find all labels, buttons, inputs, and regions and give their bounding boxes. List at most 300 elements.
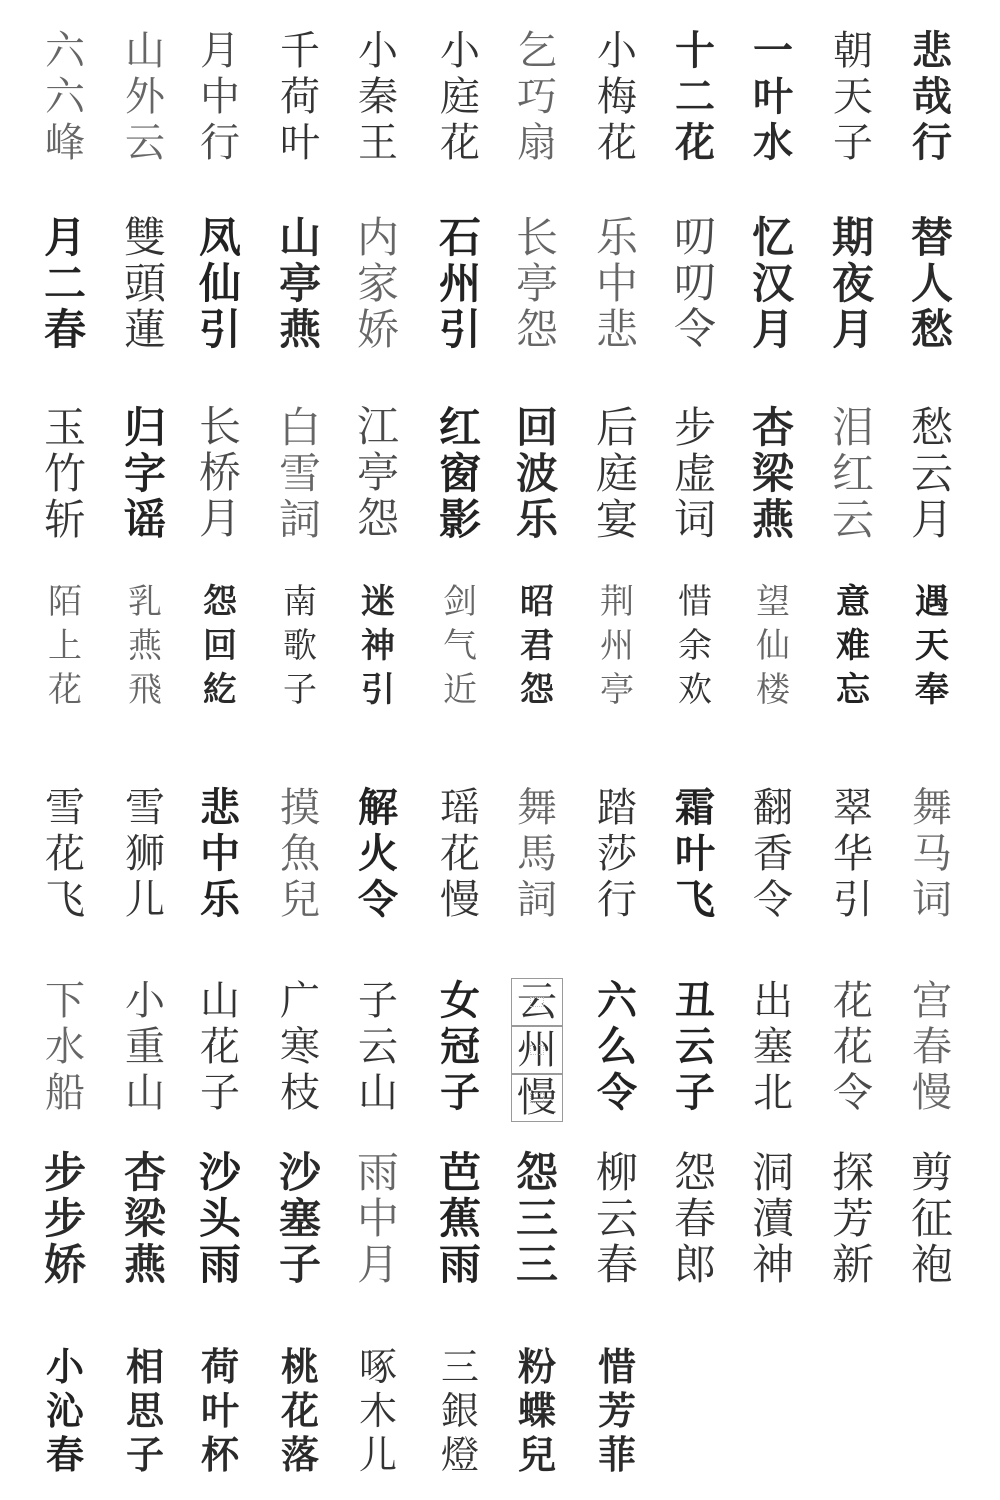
glyph: 芳 [831, 1194, 874, 1243]
glyph: 詞 [278, 496, 321, 543]
glyph: 词 [912, 878, 952, 922]
glyph: 窗 [438, 449, 481, 498]
glyph: 庭 [595, 449, 638, 498]
glyph: 花 [597, 120, 637, 166]
glyph: 迷 [361, 582, 395, 622]
glyph: 粉 [517, 1345, 556, 1389]
glyph: 荷 [200, 1345, 239, 1389]
glyph: 亭 [278, 259, 321, 308]
title-cell [432, 405, 488, 543]
glyph: 杏 [123, 1148, 166, 1197]
glyph: 女 [440, 977, 480, 1024]
glyph: 乳 [128, 583, 162, 621]
glyph: 行 [597, 877, 637, 923]
title-cell [272, 28, 328, 166]
glyph: 花 [675, 120, 715, 166]
title-cell [117, 1150, 173, 1288]
title-cell [192, 785, 248, 923]
title-cell [904, 580, 960, 712]
glyph: 雙 [123, 213, 166, 262]
glyph: 紇 [203, 670, 237, 710]
glyph: 芳 [597, 1389, 636, 1433]
glyph: 悲 [595, 306, 638, 353]
glyph: 春 [45, 1432, 84, 1477]
glyph: 火 [358, 830, 398, 877]
glyph: 山 [125, 1070, 165, 1115]
title-cell [117, 978, 173, 1116]
glyph: 子 [278, 1240, 321, 1289]
glyph: 月 [356, 1241, 399, 1288]
glyph: 扇 [517, 121, 557, 165]
glyph: 泪 [831, 404, 874, 451]
glyph: 昭 [520, 582, 554, 622]
glyph: 峰 [45, 121, 85, 165]
glyph: 长 [515, 214, 558, 261]
glyph: 波 [515, 449, 558, 498]
glyph: 令 [673, 307, 716, 353]
glyph: 重 [125, 1024, 165, 1069]
glyph: 谣 [123, 495, 166, 544]
title-cell [825, 978, 881, 1116]
title-cell [432, 785, 488, 923]
glyph: 乐 [515, 495, 558, 544]
glyph: 中 [200, 830, 240, 877]
glyph: 梁 [123, 1194, 166, 1243]
title-cell [904, 215, 960, 353]
glyph: 一 [753, 28, 793, 74]
glyph: 回 [515, 403, 558, 452]
glyph: 月 [910, 495, 953, 544]
title-cell [825, 215, 881, 353]
glyph: 月 [831, 305, 874, 354]
glyph: 六 [45, 29, 85, 73]
glyph: 云 [831, 496, 874, 543]
glyph: 引 [833, 877, 873, 923]
glyph: 六 [45, 75, 85, 119]
glyph: 菲 [597, 1433, 636, 1477]
glyph: 近 [443, 671, 477, 709]
title-cell [509, 1150, 565, 1288]
glyph: 子 [200, 1070, 240, 1116]
glyph: 回 [203, 626, 237, 666]
glyph: 哉 [912, 74, 952, 120]
glyph: 三 [440, 1345, 479, 1389]
glyph: 叨 [673, 215, 716, 261]
glyph: 十 [675, 28, 715, 74]
title-cell [350, 215, 406, 353]
glyph: 天 [915, 626, 949, 666]
glyph: 天 [833, 74, 873, 120]
glyph: 愁 [910, 305, 953, 354]
title-cell [904, 978, 960, 1116]
glyph: 怨 [515, 306, 558, 353]
title-cell [589, 1345, 645, 1477]
glyph: 慢 [511, 1074, 563, 1122]
glyph: 红 [438, 403, 481, 452]
glyph: 石 [438, 213, 481, 262]
glyph: 宴 [595, 495, 638, 544]
glyph: 杏 [751, 403, 794, 452]
title-cell [37, 215, 93, 353]
glyph: 亭 [356, 451, 399, 497]
glyph: 頭 [123, 259, 166, 308]
glyph: 中 [356, 1195, 399, 1242]
glyph: 亭 [600, 671, 634, 709]
glyph: 歌 [283, 626, 317, 666]
glyph: 君 [520, 626, 554, 666]
glyph: 春 [673, 1194, 716, 1243]
glyph: 余 [678, 626, 712, 666]
glyph: 步 [43, 1148, 86, 1197]
glyph: 新 [831, 1240, 874, 1289]
glyph: 水 [753, 120, 793, 166]
title-cell [589, 215, 645, 353]
glyph: 解 [358, 784, 398, 831]
glyph: 替 [910, 213, 953, 262]
title-cell [667, 28, 723, 166]
title-cell [667, 978, 723, 1116]
glyph: 千 [280, 28, 320, 74]
glyph: 杯 [200, 1433, 239, 1477]
glyph: 桥 [198, 451, 241, 497]
glyph: 家 [356, 260, 399, 307]
glyph: 怨 [515, 1148, 558, 1197]
title-cell [745, 785, 801, 923]
glyph: 云 [125, 121, 165, 165]
title-cell [117, 215, 173, 353]
title-cell [37, 405, 93, 543]
glyph: 沙 [278, 1148, 321, 1197]
glyph: 宫 [912, 979, 952, 1023]
glyph: 舞 [912, 786, 952, 830]
title-cell [117, 1345, 173, 1477]
title-cell [37, 1345, 93, 1477]
title-cell [432, 1150, 488, 1288]
glyph: 朝 [833, 28, 873, 74]
glyph: 引 [361, 670, 395, 710]
glyph: 飞 [675, 876, 715, 923]
glyph: 外 [125, 75, 165, 119]
title-cell [350, 580, 406, 712]
glyph: 期 [831, 213, 874, 262]
glyph: 二 [43, 259, 86, 308]
glyph: 悲 [912, 28, 952, 74]
glyph: 娇 [43, 1240, 86, 1289]
glyph: 沁 [45, 1388, 84, 1433]
title-cell [589, 1150, 645, 1288]
title-cell [192, 405, 248, 543]
glyph: 摸 [280, 786, 320, 830]
glyph: 燈 [440, 1433, 479, 1477]
glyph: 月 [198, 497, 241, 543]
title-cell [192, 1345, 248, 1477]
glyph: 柳 [595, 1148, 638, 1197]
glyph: 秦 [358, 74, 398, 120]
glyph: 行 [200, 120, 240, 165]
glyph: 丑 [675, 977, 715, 1024]
title-cell [432, 215, 488, 353]
glyph: 雨 [356, 1149, 399, 1196]
title-cell [117, 405, 173, 543]
glyph: 长 [198, 405, 241, 451]
glyph: 字 [123, 449, 166, 498]
glyph: 云 [675, 1023, 715, 1070]
glyph: 内 [356, 214, 399, 261]
title-cell [350, 785, 406, 923]
glyph: 怨 [356, 497, 399, 543]
glyph: 令 [833, 1070, 873, 1115]
glyph: 叶 [753, 74, 793, 120]
glyph: 冠 [440, 1023, 480, 1070]
glyph: 水 [45, 1025, 85, 1069]
glyph: 悲 [200, 784, 240, 831]
glyph: 小 [45, 1344, 84, 1389]
glyph: 儿 [358, 1433, 397, 1477]
glyph: 楼 [756, 671, 790, 709]
glyph: 月 [751, 305, 794, 354]
glyph: 竹 [43, 449, 86, 498]
glyph: 春 [595, 1240, 638, 1289]
glyph: 意 [836, 582, 870, 622]
glyph: 踏 [597, 785, 637, 831]
glyph: 巧 [517, 75, 557, 119]
title-cell [117, 785, 173, 923]
glyph: 燕 [123, 1240, 166, 1289]
glyph: 中 [595, 260, 638, 307]
glyph: 中 [200, 74, 240, 119]
glyph: 花 [200, 1024, 240, 1070]
glyph: 月 [200, 28, 240, 73]
glyph: 令 [753, 877, 793, 923]
glyph: 遇 [915, 582, 949, 622]
glyph: 瀆 [751, 1194, 794, 1243]
glyph: 引 [198, 305, 241, 354]
glyph: 仙 [756, 627, 790, 665]
glyph: 怨 [673, 1148, 716, 1197]
glyph: 望 [756, 583, 790, 621]
glyph: 人 [910, 259, 953, 308]
title-cell [745, 580, 801, 712]
title-cell [192, 28, 248, 166]
title-cell [745, 405, 801, 543]
glyph: 梅 [597, 74, 637, 120]
glyph: 愁 [910, 403, 953, 452]
title-cell [745, 978, 801, 1116]
title-cell [509, 580, 565, 712]
glyph: 下 [45, 979, 85, 1023]
glyph: 慢 [912, 1071, 952, 1115]
glyph: 叶 [280, 120, 320, 166]
glyph: 子 [283, 670, 317, 710]
title-cell [667, 1150, 723, 1288]
glyph: 瑶 [440, 785, 480, 831]
glyph: 花 [440, 120, 480, 166]
glyph: 燕 [751, 495, 794, 544]
glyph: 枝 [280, 1070, 320, 1116]
glyph: 忆 [751, 213, 794, 262]
glyph: 啄 [358, 1345, 397, 1389]
glyph: 王 [358, 120, 398, 166]
title-cell [589, 978, 645, 1116]
glyph: 翻 [753, 785, 793, 831]
title-cell [272, 978, 328, 1116]
title-cell [509, 28, 565, 166]
glyph: 蝶 [517, 1389, 556, 1433]
title-cell [192, 978, 248, 1116]
title-cell [37, 785, 93, 923]
glyph: 芭 [438, 1148, 481, 1197]
title-cell [432, 978, 488, 1116]
glyph: 马 [912, 832, 952, 876]
glyph: 玉 [43, 403, 86, 452]
title-cell [745, 215, 801, 353]
glyph: 洞 [751, 1148, 794, 1197]
title-cell [509, 215, 565, 353]
glyph: 船 [45, 1071, 85, 1115]
glyph: 飛 [128, 671, 162, 709]
glyph: 燕 [128, 627, 162, 665]
glyph: 怨 [203, 582, 237, 622]
glyph: 南 [283, 582, 317, 622]
glyph: 凤 [198, 213, 241, 262]
title-cell [272, 580, 328, 712]
glyph: 三 [515, 1240, 558, 1289]
glyph: 蕉 [438, 1194, 481, 1243]
glyph: 词 [673, 495, 716, 544]
glyph: 云 [358, 1024, 398, 1070]
glyph: 山 [125, 29, 165, 73]
glyph: 小 [597, 28, 637, 74]
glyph: 落 [280, 1433, 319, 1477]
title-cell [904, 28, 960, 166]
title-cell [904, 1150, 960, 1288]
title-cell [589, 785, 645, 923]
title-cell [37, 978, 93, 1116]
title-cell [37, 580, 93, 712]
glyph: 虚 [673, 449, 716, 498]
glyph: 仙 [198, 259, 241, 308]
title-cell [37, 1150, 93, 1288]
glyph: 云 [511, 978, 563, 1026]
title-cell [192, 580, 248, 712]
glyph: 馬 [517, 832, 557, 876]
glyph: 袍 [910, 1240, 953, 1289]
title-cell [667, 215, 723, 353]
glyph: 惜 [597, 1345, 636, 1389]
glyph: 斩 [43, 495, 86, 544]
glyph: 北 [753, 1070, 793, 1116]
glyph: 夜 [831, 259, 874, 308]
title-cell [825, 580, 881, 712]
title-cell [745, 1150, 801, 1288]
glyph: 州 [600, 627, 634, 665]
glyph: 娇 [356, 306, 399, 353]
glyph: 花 [280, 1389, 319, 1433]
glyph: 詞 [517, 878, 557, 922]
glyph: 州 [438, 259, 481, 308]
glyph: 花 [833, 978, 873, 1023]
glyph: 花 [48, 671, 82, 709]
glyph: 么 [597, 1023, 637, 1070]
glyph: 思 [125, 1389, 164, 1433]
glyph: 蓮 [123, 305, 166, 354]
glyph: 气 [443, 627, 477, 665]
title-cell [589, 28, 645, 166]
title-cell [37, 28, 93, 166]
glyph: 春 [43, 305, 86, 354]
glyph: 魚 [280, 832, 320, 876]
title-cell [350, 978, 406, 1116]
glyph: 白 [278, 404, 321, 451]
glyph: 江 [356, 405, 399, 451]
title-cell [117, 28, 173, 166]
glyph: 小 [358, 28, 398, 74]
glyph: 叨 [673, 261, 716, 307]
glyph: 难 [836, 626, 870, 666]
glyph: 香 [753, 831, 793, 877]
glyph: 花 [833, 1024, 873, 1069]
title-cell [825, 785, 881, 923]
glyph: 忘 [836, 670, 870, 710]
glyph: 兒 [517, 1433, 556, 1477]
glyph: 令 [597, 1069, 637, 1116]
glyph: 庭 [440, 74, 480, 120]
title-cell [825, 405, 881, 543]
title-cell [509, 785, 565, 923]
glyph: 华 [833, 831, 873, 877]
glyph: 燕 [278, 305, 321, 354]
glyph: 亭 [515, 260, 558, 307]
title-cell [272, 405, 328, 543]
glyph: 山 [358, 1070, 398, 1116]
glyph: 步 [673, 403, 716, 452]
glyph: 三 [515, 1194, 558, 1243]
glyph: 子 [440, 1069, 480, 1116]
title-cell [192, 215, 248, 353]
glyph: 小 [440, 28, 480, 74]
glyph: 慢 [440, 877, 480, 923]
glyph: 塞 [753, 1024, 793, 1070]
glyph: 惜 [678, 582, 712, 622]
glyph: 令 [358, 876, 398, 923]
title-cell [745, 28, 801, 166]
glyph: 銀 [440, 1389, 479, 1433]
glyph: 剑 [443, 583, 477, 621]
title-cell [192, 1150, 248, 1288]
title-cell [350, 28, 406, 166]
glyph: 奉 [915, 670, 949, 710]
title-cell [589, 580, 645, 712]
glyph: 州 [511, 1026, 563, 1074]
glyph: 归 [123, 403, 166, 452]
glyph: 广 [280, 978, 320, 1024]
glyph: 雪 [45, 785, 85, 831]
title-cell [350, 405, 406, 543]
glyph: 桃 [280, 1345, 319, 1389]
glyph: 六 [597, 977, 637, 1024]
glyph: 郎 [673, 1240, 716, 1289]
glyph: 探 [831, 1148, 874, 1197]
title-cell [432, 1345, 488, 1477]
title-cell [272, 785, 328, 923]
glyph: 春 [912, 1025, 952, 1069]
glyph: 塞 [278, 1194, 321, 1243]
glyph: 子 [675, 1069, 715, 1116]
title-cell [667, 405, 723, 543]
glyph: 怨 [520, 670, 554, 710]
title-cell [667, 785, 723, 923]
title-cell [589, 405, 645, 543]
